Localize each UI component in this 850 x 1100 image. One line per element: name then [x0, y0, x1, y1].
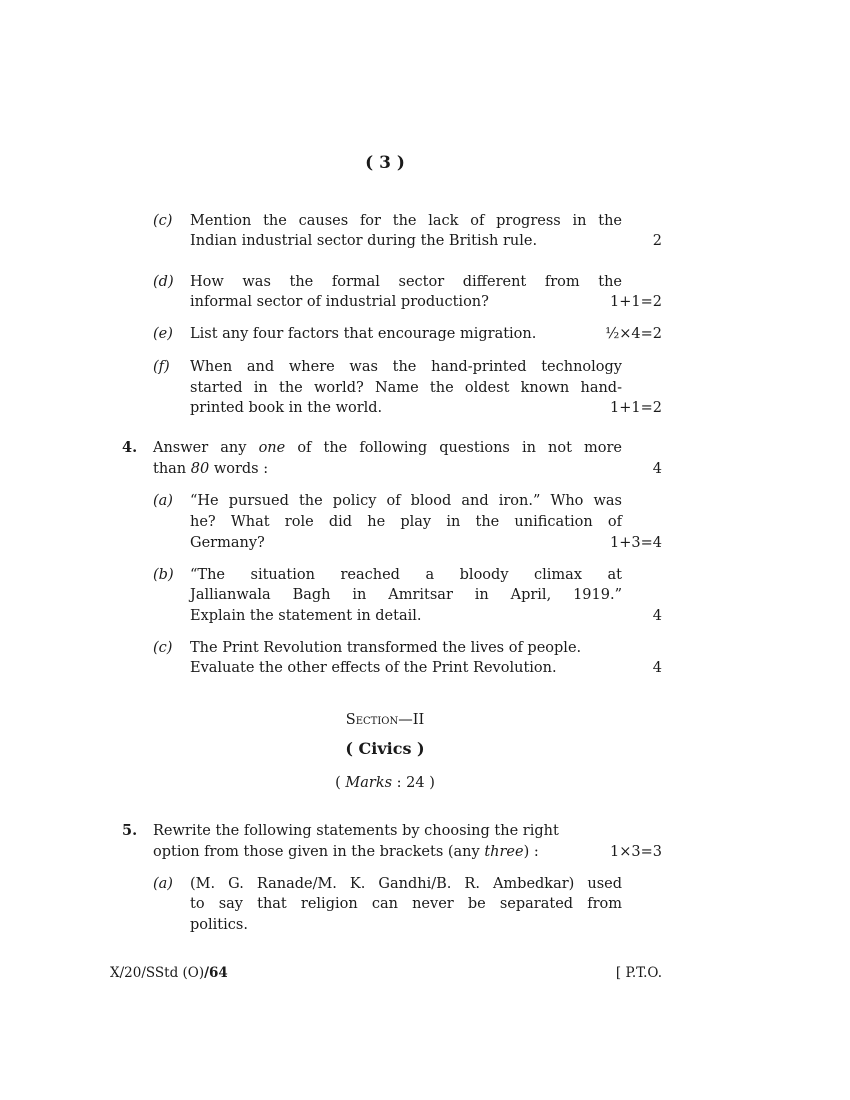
question-line: started in the world? Name the oldest known hand-	[190, 380, 622, 396]
question-line	[153, 842, 622, 862]
question-line: How was the formal sector different from the	[190, 274, 622, 290]
text: of the following questions in not more	[285, 440, 623, 456]
marks: 1+1=2	[610, 294, 662, 310]
marks: 4	[652, 608, 662, 624]
text: than	[153, 461, 191, 477]
part-label: (b)	[153, 567, 174, 583]
marks: 1+1=2	[610, 400, 662, 416]
page-number: ( 3 )	[365, 153, 405, 173]
question-line: Jallianwala Bagh in Amritsar in April, 1919.”	[190, 587, 622, 603]
paper-code	[110, 963, 228, 983]
question-line: The Print Revolution transformed the lives of people.	[190, 640, 582, 656]
text: ) :	[523, 844, 539, 860]
part-label: (a)	[153, 876, 173, 892]
question-line: “The situation reached a bloody climax at	[190, 567, 622, 583]
question-line	[153, 438, 622, 458]
question-line: Evaluate the other effects of the Print Revolution.	[190, 660, 557, 676]
question-line: List any four factors that encourage migration.	[190, 326, 537, 342]
text: one	[258, 440, 286, 456]
question-line: to say that religion can never be separated from	[190, 896, 622, 912]
part-label: (a)	[153, 493, 173, 509]
part-label: (c)	[153, 213, 173, 229]
question-line: Indian industrial sector during the British rule.	[190, 233, 538, 249]
question-line: printed book in the world.	[190, 400, 383, 416]
question-line: “He pursued the policy of blood and iron.” Who was	[190, 493, 622, 509]
text: Marks	[345, 775, 393, 791]
part-label: (f)	[153, 359, 170, 375]
question-line	[153, 459, 622, 479]
question-line: politics.	[190, 917, 248, 933]
question-line: Explain the statement in detail.	[190, 608, 422, 624]
question-line: Mention the causes for the lack of progress in the	[190, 213, 622, 229]
part-label: (d)	[153, 274, 174, 290]
marks: 1×3=3	[610, 844, 662, 860]
question-number: 5.	[122, 822, 138, 839]
marks: ½×4=2	[605, 326, 662, 342]
section-title: Section—II	[345, 712, 425, 728]
text: Answer any	[153, 440, 259, 456]
marks: 4	[652, 461, 662, 477]
text: words :	[209, 461, 269, 477]
section-subject: ( Civics )	[345, 739, 425, 758]
section-marks	[0, 773, 770, 793]
text: 80	[190, 461, 210, 477]
marks: 2	[652, 233, 662, 249]
text: (	[335, 775, 346, 791]
question-number: 4.	[122, 439, 138, 456]
part-label: (c)	[153, 640, 173, 656]
text: : 24 )	[392, 775, 435, 791]
question-line: informal sector of industrial production?	[190, 294, 489, 310]
marks: 4	[652, 660, 662, 676]
text: /64	[204, 965, 228, 981]
text: option from those given in the brackets (any	[153, 844, 485, 860]
text: X/20/SStd (O)	[110, 965, 205, 981]
part-label: (e)	[153, 326, 173, 342]
question-line: Rewrite the following statements by choosing the right	[153, 823, 559, 839]
question-line: he? What role did he play in the unification of	[190, 514, 622, 530]
pto: [ P.T.O.	[615, 965, 662, 981]
question-line: Germany?	[190, 535, 265, 551]
question-line: When and where was the hand-printed technology	[190, 359, 622, 375]
question-line: (M. G. Ranade/M. K. Gandhi/B. R. Ambedkar) used	[190, 876, 622, 892]
text: three	[484, 844, 524, 860]
marks: 1+3=4	[610, 535, 662, 551]
